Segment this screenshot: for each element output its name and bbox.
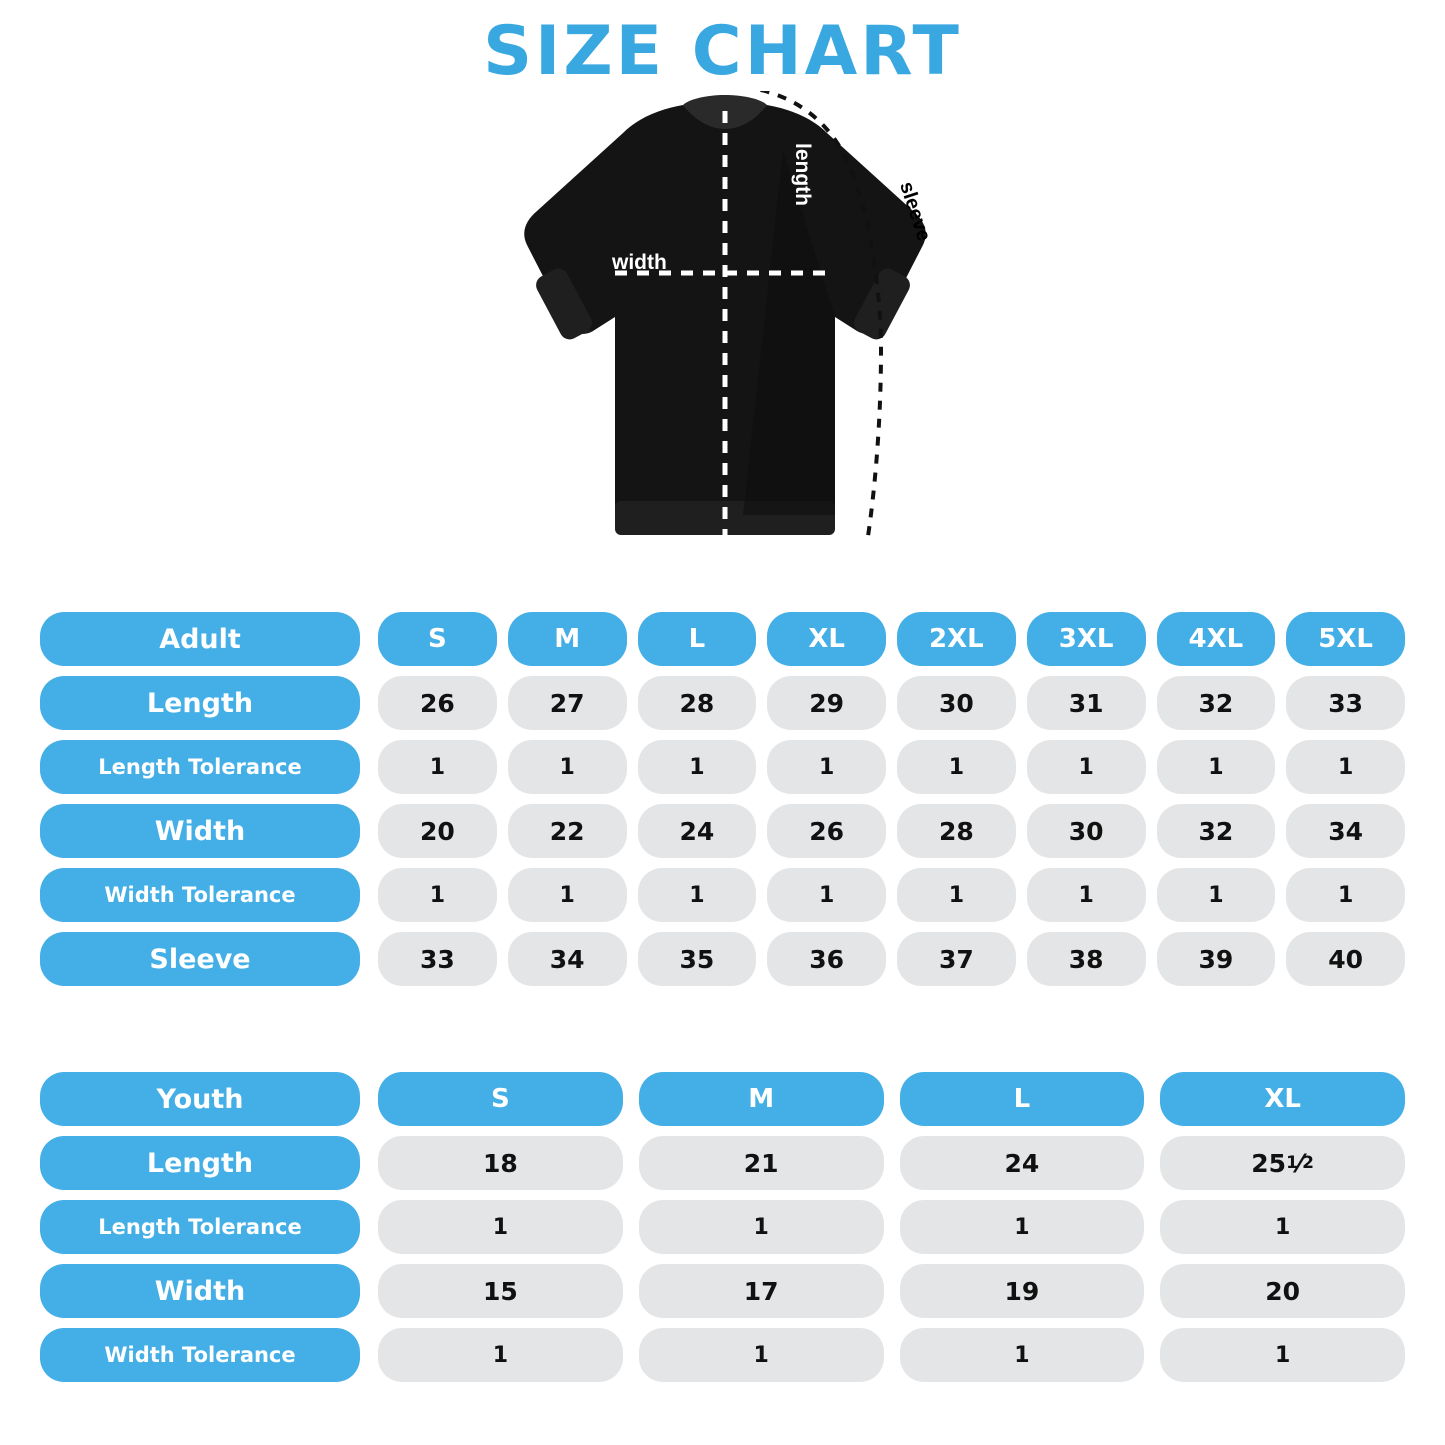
cell-sleeve-xl: 36 bbox=[767, 932, 886, 986]
table-row bbox=[40, 932, 1405, 986]
youth-cell-width-s: 15 bbox=[378, 1264, 623, 1318]
table-row bbox=[40, 1328, 1405, 1382]
youth-size-header-xl: XL bbox=[1160, 1072, 1405, 1126]
cell-width-tolerance-4xl: 1 bbox=[1157, 868, 1276, 922]
youth-header-label: Youth bbox=[40, 1072, 360, 1126]
row-label-length: Length bbox=[40, 676, 360, 730]
sleeve-label: sleeve bbox=[895, 179, 935, 245]
row-label-sleeve: Sleeve bbox=[40, 932, 360, 986]
youth-length-xl-value: 25 bbox=[1251, 1148, 1287, 1178]
row-label-length-tolerance: Length Tolerance bbox=[40, 740, 360, 794]
length-label: length bbox=[791, 143, 814, 207]
size-header-xl: XL bbox=[767, 612, 886, 666]
cell-width-tolerance-5xl: 1 bbox=[1286, 868, 1405, 922]
cell-length-2xl: 30 bbox=[897, 676, 1016, 730]
youth-cell-width-m: 17 bbox=[639, 1264, 884, 1318]
cell-length-tolerance-xl: 1 bbox=[767, 740, 886, 794]
table-row bbox=[40, 740, 1405, 794]
youth-cell-length-tolerance-s: 1 bbox=[378, 1200, 623, 1254]
size-header-2xl: 2XL bbox=[897, 612, 1016, 666]
youth-cell-length-s: 18 bbox=[378, 1136, 623, 1190]
youth-row-label-width: Width bbox=[40, 1264, 360, 1318]
youth-cell-width-xl: 20 bbox=[1160, 1264, 1405, 1318]
youth-cell-width-l: 19 bbox=[900, 1264, 1145, 1318]
cell-length-s: 26 bbox=[378, 676, 497, 730]
cell-sleeve-3xl: 38 bbox=[1027, 932, 1146, 986]
cell-sleeve-m: 34 bbox=[508, 932, 627, 986]
cell-sleeve-5xl: 40 bbox=[1286, 932, 1405, 986]
cell-width-5xl: 34 bbox=[1286, 804, 1405, 858]
cell-width-2xl: 28 bbox=[897, 804, 1016, 858]
row-label-width: Width bbox=[40, 804, 360, 858]
cell-width-tolerance-l: 1 bbox=[638, 868, 757, 922]
fraction-denominator: 2 bbox=[1302, 1152, 1314, 1173]
youth-row-label-length: Length bbox=[40, 1136, 360, 1190]
cell-length-l: 28 bbox=[638, 676, 757, 730]
cell-length-tolerance-4xl: 1 bbox=[1157, 740, 1276, 794]
table-row bbox=[40, 804, 1405, 858]
table-row bbox=[40, 676, 1405, 730]
size-header-s: S bbox=[378, 612, 497, 666]
youth-size-table bbox=[40, 1072, 1405, 1382]
cell-length-5xl: 33 bbox=[1286, 676, 1405, 730]
cell-width-tolerance-xl: 1 bbox=[767, 868, 886, 922]
fraction-slash: ⁄ bbox=[1297, 1148, 1303, 1178]
cell-width-3xl: 30 bbox=[1027, 804, 1146, 858]
cell-width-tolerance-s: 1 bbox=[378, 868, 497, 922]
cell-length-tolerance-2xl: 1 bbox=[897, 740, 1016, 794]
cell-length-tolerance-l: 1 bbox=[638, 740, 757, 794]
cell-length-tolerance-m: 1 bbox=[508, 740, 627, 794]
size-header-4xl: 4XL bbox=[1157, 612, 1276, 666]
cell-length-m: 27 bbox=[508, 676, 627, 730]
garment-illustration bbox=[0, 91, 1445, 581]
youth-cell-width-tolerance-xl: 1 bbox=[1160, 1328, 1405, 1382]
youth-size-header-m: M bbox=[639, 1072, 884, 1126]
cell-length-tolerance-3xl: 1 bbox=[1027, 740, 1146, 794]
cell-sleeve-2xl: 37 bbox=[897, 932, 1016, 986]
cell-width-m: 22 bbox=[508, 804, 627, 858]
table-row bbox=[40, 1200, 1405, 1254]
cell-length-3xl: 31 bbox=[1027, 676, 1146, 730]
table-row bbox=[40, 868, 1405, 922]
table-row bbox=[40, 1264, 1405, 1318]
width-label: width bbox=[612, 251, 667, 275]
youth-cell-length-l: 24 bbox=[900, 1136, 1145, 1190]
cell-width-tolerance-3xl: 1 bbox=[1027, 868, 1146, 922]
cell-length-tolerance-s: 1 bbox=[378, 740, 497, 794]
sweatshirt-graphic bbox=[443, 91, 1003, 581]
cell-width-xl: 26 bbox=[767, 804, 886, 858]
table-row bbox=[40, 1136, 1405, 1190]
cell-length-4xl: 32 bbox=[1157, 676, 1276, 730]
cell-length-tolerance-5xl: 1 bbox=[1286, 740, 1405, 794]
cell-width-4xl: 32 bbox=[1157, 804, 1276, 858]
adult-size-table bbox=[40, 612, 1405, 986]
youth-cell-length-tolerance-l: 1 bbox=[900, 1200, 1145, 1254]
youth-row-label-length-tolerance: Length Tolerance bbox=[40, 1200, 360, 1254]
row-label-width-tolerance: Width Tolerance bbox=[40, 868, 360, 922]
table-header-row bbox=[40, 1072, 1405, 1126]
youth-cell-width-tolerance-m: 1 bbox=[639, 1328, 884, 1382]
size-header-5xl: 5XL bbox=[1286, 612, 1405, 666]
adult-header-label: Adult bbox=[40, 612, 360, 666]
youth-cell-width-tolerance-s: 1 bbox=[378, 1328, 623, 1382]
size-header-m: M bbox=[508, 612, 627, 666]
cell-sleeve-l: 35 bbox=[638, 932, 757, 986]
cell-length-xl: 29 bbox=[767, 676, 886, 730]
youth-cell-length-tolerance-xl: 1 bbox=[1160, 1200, 1405, 1254]
cell-width-l: 24 bbox=[638, 804, 757, 858]
cell-width-tolerance-2xl: 1 bbox=[897, 868, 1016, 922]
youth-size-header-l: L bbox=[900, 1072, 1145, 1126]
youth-cell-width-tolerance-l: 1 bbox=[900, 1328, 1145, 1382]
youth-cell-length-xl bbox=[1160, 1136, 1405, 1190]
cell-width-s: 20 bbox=[378, 804, 497, 858]
cell-width-tolerance-m: 1 bbox=[508, 868, 627, 922]
youth-cell-length-tolerance-m: 1 bbox=[639, 1200, 884, 1254]
cell-sleeve-s: 33 bbox=[378, 932, 497, 986]
youth-cell-length-m: 21 bbox=[639, 1136, 884, 1190]
cell-sleeve-4xl: 39 bbox=[1157, 932, 1276, 986]
youth-row-label-width-tolerance: Width Tolerance bbox=[40, 1328, 360, 1382]
youth-size-header-s: S bbox=[378, 1072, 623, 1126]
size-header-l: L bbox=[638, 612, 757, 666]
size-header-3xl: 3XL bbox=[1027, 612, 1146, 666]
page-title: SIZE CHART bbox=[483, 12, 962, 91]
fraction-numerator: 1 bbox=[1286, 1152, 1298, 1173]
table-header-row bbox=[40, 612, 1405, 666]
